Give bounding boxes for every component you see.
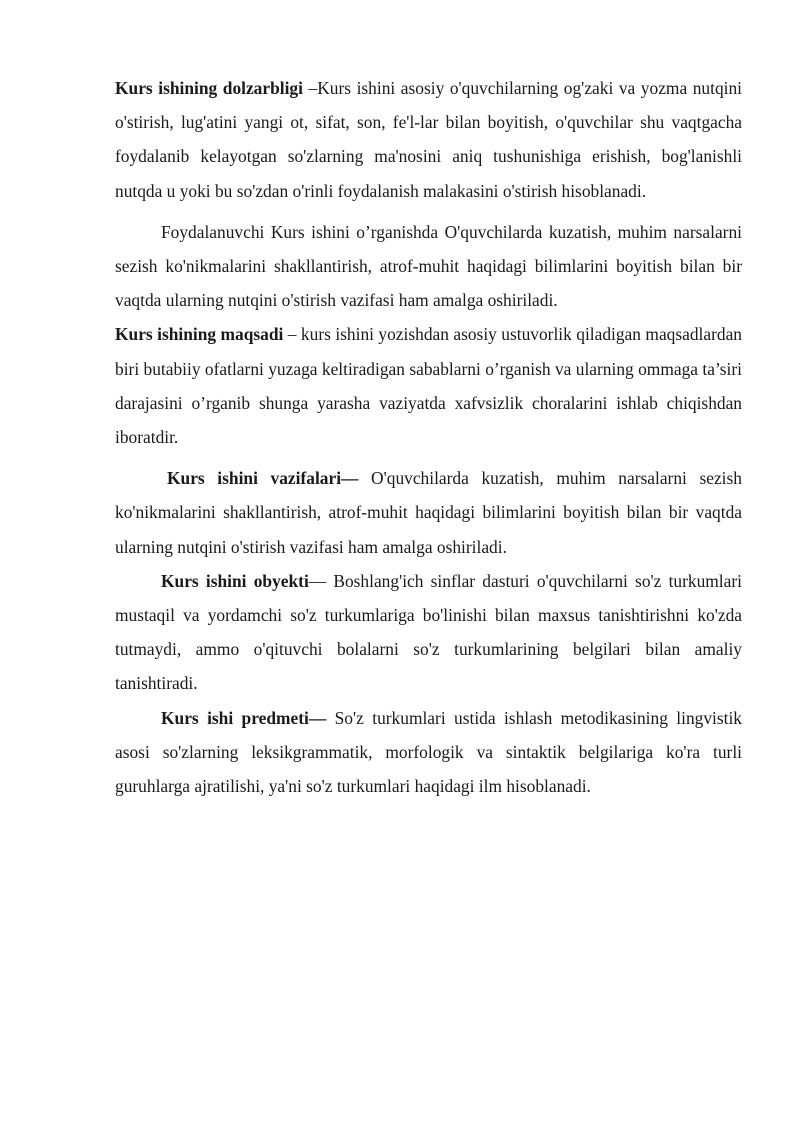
text-tasks: O'quvchilarda kuzatish, muhim narsalarni sezish ko'nikmalarini shakllantirish, atrof-muhit haqidagi bilimlarini boyitish bilan bir vaqtda ularning nutqini o'stirish vazifasi ham amalga oshiriladi. [115,468,742,557]
paragraph-goal [115,317,742,454]
term-relevance: Kurs ishining dolzarbligi [115,78,303,98]
paragraph-user-study [115,215,742,318]
text-user-study: Foydalanuvchi Kurs ishini o’rganishda O'quvchilarda kuzatish, muhim narsalarni sezish ko'nikmalarini shakllantirish, atrof-muhit haqidagi bilimlarini boyitish bilan bir vaqtda ularning nutqini o'stirish vazifasi ham amalga oshiriladi. [115,221,742,311]
term-object: Kurs ishini obyekti [161,570,309,591]
paragraph-object [115,564,742,701]
term-tasks: Kurs ishini vazifalari— [167,468,359,489]
paragraph-tasks [115,461,742,564]
document-page [115,71,742,803]
term-goal: Kurs ishining maqsadi [115,324,284,345]
paragraph-relevance [115,71,742,208]
text-relevance: –Kurs ishini asosiy o'quvchilarning og'zaki va yozma nutqini o'stirish, lug'atini yangi ot, sifat, son, fe'l-lar bilan boyitish, o'quvchilar shu vaqtgacha foydalanib kelayotgan so'zlarning ma'nosini aniq tushunishiga erishish, bog'lanishli nutqda u yoki bu so'zdan o'rinli foydalanish malakasini o'stirish hisoblanadi. [115,78,742,201]
text-subject: So'z turkumlari ustida ishlash metodikasining lingvistik asosi so'zlarning leksikgrammatik, morfologik va sintaktik belgilariga ko'ra turli guruhlarga ajratilishi, ya'ni so'z turkumlari haqidagi ilm hisoblanadi. [115,707,742,797]
term-subject: Kurs ishi predmeti— [161,707,327,728]
text-object: — Boshlang'ich sinflar dasturi o'quvchilarni so'z turkumlari mustaqil va yordamchi so'z turkumlariga bo'linishi bilan maxsus tanishtirishni ko'zda tutmaydi, ammo o'qituvchi bolalarni so'z turkumlarining belgilari bilan amaliy tanishtiradi. [115,570,742,694]
text-goal: – kurs ishini yozishdan asosiy ustuvorlik qiladigan maqsadlardan biri butabiiy ofatlarni yuzaga keltiradigan sabablarni o’rganish va ularning ommaga ta’siri darajasini o’rganib shunga yarasha vaziyatda xafvsizlik choralarini ishlab chiqishdan iboratdir. [115,324,742,448]
paragraph-subject [115,701,742,804]
